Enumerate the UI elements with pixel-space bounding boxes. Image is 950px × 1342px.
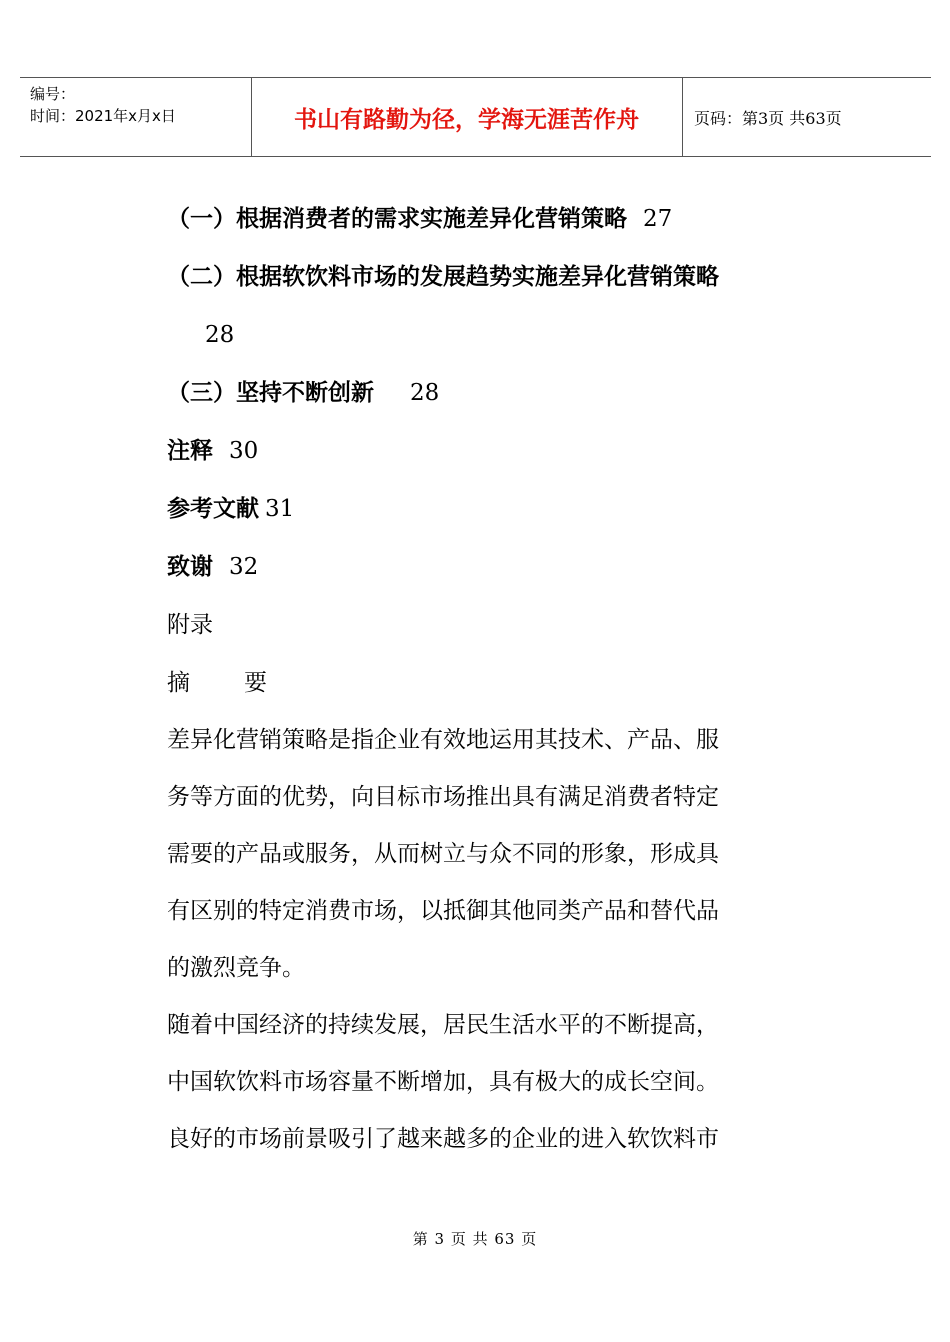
abstract-paragraph-1	[167, 712, 807, 997]
toc-entry-page: 30	[229, 438, 259, 464]
paragraph-line: 务等方面的优势，向目标市场推出具有满足消费者特定	[167, 784, 719, 810]
number-label: 编号：	[30, 85, 76, 103]
header-divider-right	[682, 78, 683, 156]
toc-entry	[167, 364, 807, 422]
paragraph-line: 随着中国经济的持续发展，居民生活水平的不断提高，	[167, 1012, 719, 1038]
toc-entry-label: （一）根据消费者的需求实施差异化营销策略	[167, 205, 627, 232]
toc-entry	[167, 190, 807, 248]
page-header	[20, 77, 931, 157]
toc-entry-label: （三）坚持不断创新	[167, 379, 374, 406]
toc-entry-page: 28	[205, 322, 235, 348]
toc-entry	[167, 538, 807, 596]
document-body	[167, 190, 807, 1168]
toc-entry-label: 参考文献	[167, 495, 259, 522]
header-motto: 书山有路勤为径，学海无涯苦作舟	[294, 105, 639, 133]
toc-entry	[167, 422, 807, 480]
toc-entry-page: 28	[410, 380, 440, 406]
paragraph-line: 良好的市场前景吸引了越来越多的企业的进入软饮料市	[167, 1126, 719, 1152]
toc-entry-label: 致谢	[167, 553, 213, 580]
paragraph-line: 中国软饮料市场容量不断增加，具有极大的成长空间。	[167, 1069, 719, 1095]
appendix-label: 附录	[167, 612, 213, 638]
abstract-title-first: 摘	[167, 670, 190, 696]
toc-entry-page: 32	[229, 554, 259, 580]
toc-entry	[167, 480, 807, 538]
abstract-title-second: 要	[244, 670, 267, 696]
paragraph-line: 差异化营销策略是指企业有效地运用其技术、产品、服	[167, 727, 719, 753]
toc-entry-page: 27	[643, 206, 673, 232]
header-meta	[30, 83, 176, 127]
toc-entry-continuation	[167, 306, 807, 364]
toc-entry	[167, 248, 807, 306]
toc-entry-label: （二）根据软饮料市场的发展趋势实施差异化营销策略	[167, 263, 719, 290]
abstract-title	[167, 654, 807, 712]
time-label: 时间：2021年x月x日	[30, 107, 176, 125]
abstract-paragraph-2	[167, 997, 807, 1168]
toc-entry-label: 注释	[167, 437, 213, 464]
header-page-info: 页码：第3页 共63页	[694, 108, 842, 128]
paragraph-line: 需要的产品或服务，从而树立与众不同的形象，形成具	[167, 841, 719, 867]
page-footer: 第 3 页 共 63 页	[412, 1230, 538, 1248]
paragraph-line: 有区别的特定消费市场，以抵御其他同类产品和替代品	[167, 898, 719, 924]
toc-entry-page: 31	[265, 496, 295, 522]
paragraph-line: 的激烈竞争。	[167, 955, 305, 981]
